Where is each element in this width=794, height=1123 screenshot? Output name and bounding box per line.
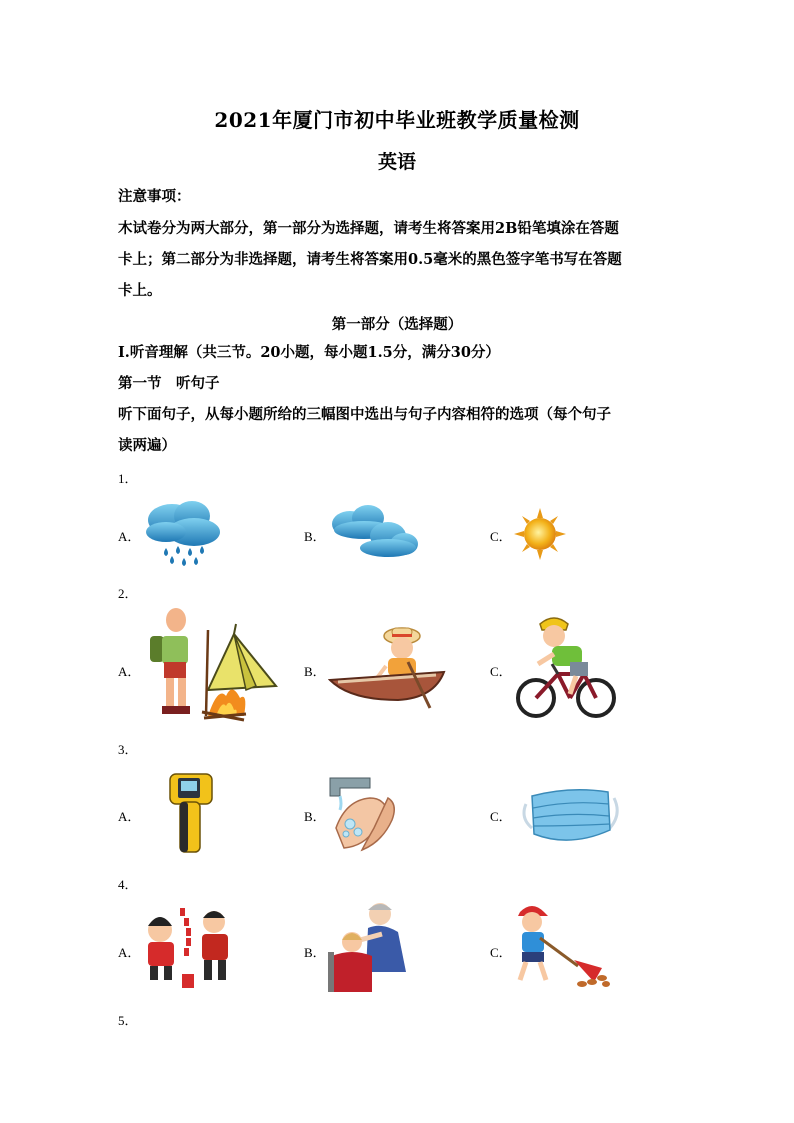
subsection-heading: 第一节 听句子 bbox=[118, 375, 220, 392]
part-heading: 第一部分（选择题） bbox=[331, 316, 463, 333]
q1-option-c-label: C． bbox=[490, 529, 512, 544]
cloudy-icon bbox=[328, 502, 420, 560]
q3-option-c-label: C． bbox=[490, 809, 512, 824]
haircut-icon bbox=[328, 900, 420, 992]
q4-option-a-label: A． bbox=[118, 945, 141, 960]
q4-option-b-label: B． bbox=[304, 945, 326, 960]
camping-icon bbox=[146, 606, 278, 722]
q3-option-b-label: B． bbox=[304, 809, 326, 824]
question-number-1: 1． bbox=[118, 471, 138, 486]
rain-cloud-icon bbox=[142, 496, 226, 568]
face-mask-icon bbox=[520, 782, 620, 848]
notice-line-3: 卡上。 bbox=[118, 282, 162, 299]
question-number-4: 4． bbox=[118, 877, 138, 892]
sun-icon bbox=[514, 508, 566, 560]
subject-title: 英语 bbox=[377, 151, 416, 173]
question-number-3: 3． bbox=[118, 742, 138, 757]
hand-washing-icon bbox=[326, 768, 416, 858]
notice-heading: 注意事项： bbox=[118, 188, 191, 205]
q1-option-a-label: A． bbox=[118, 529, 141, 544]
firecrackers-icon bbox=[142, 902, 238, 992]
notice-line-2: 卡上；第二部分为非选择题，请考生将答案用0.5毫米的黑色签字笔书写在答题 bbox=[118, 251, 622, 268]
q2-option-c-label: C． bbox=[490, 664, 512, 679]
question-number-5: 5． bbox=[118, 1013, 138, 1028]
q4-option-c-label: C． bbox=[490, 945, 512, 960]
q3-option-a-label: A． bbox=[118, 809, 141, 824]
boating-icon bbox=[328, 622, 446, 712]
page-title: 2021年厦门市初中毕业班教学质量检测 bbox=[214, 108, 580, 132]
q1-option-b-label: B． bbox=[304, 529, 326, 544]
instruction-line-2: 读两遍） bbox=[118, 437, 176, 454]
raking-leaves-icon bbox=[512, 902, 612, 988]
notice-line-1: 木试卷分为两大部分，第一部分为选择题，请考生将答案用2B铅笔填涂在答题 bbox=[118, 220, 619, 237]
q2-option-a-label: A． bbox=[118, 664, 141, 679]
instruction-line-1: 听下面句子，从每小题所给的三幅图中选出与句子内容相符的选项（每个句子 bbox=[118, 406, 611, 423]
question-number-2: 2． bbox=[118, 586, 138, 601]
q2-option-b-label: B． bbox=[304, 664, 326, 679]
cycling-icon bbox=[514, 610, 618, 722]
section-heading: I.听音理解（共三节。20小题，每小题1.5分，满分30分） bbox=[118, 344, 500, 361]
thermometer-gun-icon bbox=[168, 772, 214, 854]
